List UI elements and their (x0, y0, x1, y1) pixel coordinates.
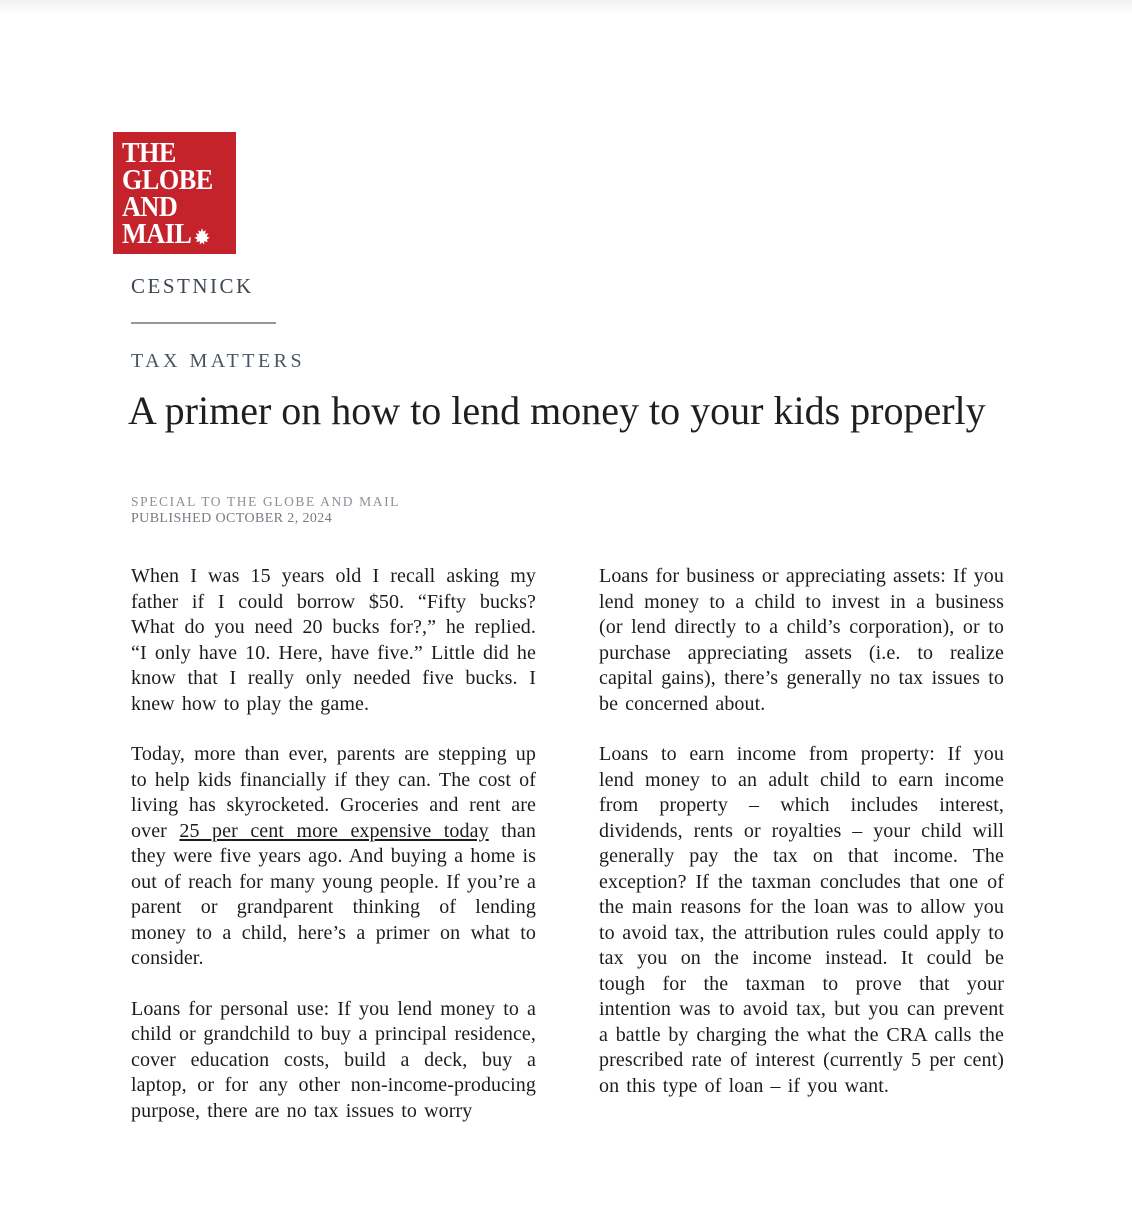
logo-line: MAIL (122, 217, 192, 250)
globe-and-mail-logo[interactable] (113, 132, 236, 254)
byline-credit: SPECIAL TO THE GLOBE AND MAIL (131, 494, 401, 509)
inline-link-25-per-cent[interactable]: 25 per cent more expensive today (179, 819, 489, 842)
paragraph (131, 742, 536, 972)
article-title: A primer on how to lend money to your kids properly (128, 388, 986, 433)
section-divider (131, 322, 276, 324)
logo-line: GLOBE (122, 163, 213, 196)
logo-line: THE (122, 136, 176, 169)
paragraph: Loans for personal use: If you lend money to a child or grandchild to buy a principal residence, cover education costs, build a deck, buy a laptop, or for any other non-income-producing purpose, there are no tax issues to worry (131, 997, 536, 1122)
article-body (131, 564, 1005, 1149)
page-top-fade (0, 0, 1132, 14)
paragraph: Loans to earn income from property: If you lend money to an adult child to earn income from property – which includes interest, dividends, rents or royalties – your child will generally pay the tax on that income. The exception? If the taxman concludes that one of the main reasons for the loan was to allow you to avoid tax, the attribution rules could apply to tax you on the income instead. It could be tough for the taxman to prove that your intention was to avoid tax, but you can prevent a battle by charging the what the CRA calls the prescribed rate of interest (currently 5 per cent) on this type of loan – if you want. (599, 743, 1004, 1097)
maple-leaf-icon (193, 222, 209, 250)
logo-line: AND (122, 190, 178, 223)
column-kicker: TAX MATTERS (131, 350, 306, 372)
paragraph: Loans for business or appreciating assets: If you lend money to a child to invest in a business (or lend directly to a child’s corporation), or to purchase appreciating assets (i.e. to realize capital gains), there’s generally no tax issues to be concerned about. (599, 565, 1004, 715)
left-column (131, 564, 536, 1149)
author-name: CESTNICK (131, 274, 254, 298)
byline-block (131, 493, 400, 528)
paragraph-text: Today, more than ever, parents are stepping up to help kids financially if they can. The cost of living has skyrocketed. Groceries and rent are over (131, 743, 536, 842)
paragraph-text: than they were five years ago. And buying a home is out of reach for many young people. If you’re a parent or grandparent thinking of lending money to a child, here’s a primer on what to consider. (131, 819, 536, 969)
paragraph: When I was 15 years old I recall asking my father if I could borrow $50. “Fifty bucks? What do you need 20 bucks for?,” he replied. “I only have 10. Here, have five.” Little did he know that I really only needed five bucks. I knew how to play the game. (131, 565, 536, 715)
published-date: PUBLISHED OCTOBER 2, 2024 (131, 511, 333, 526)
right-column (599, 564, 1004, 1149)
